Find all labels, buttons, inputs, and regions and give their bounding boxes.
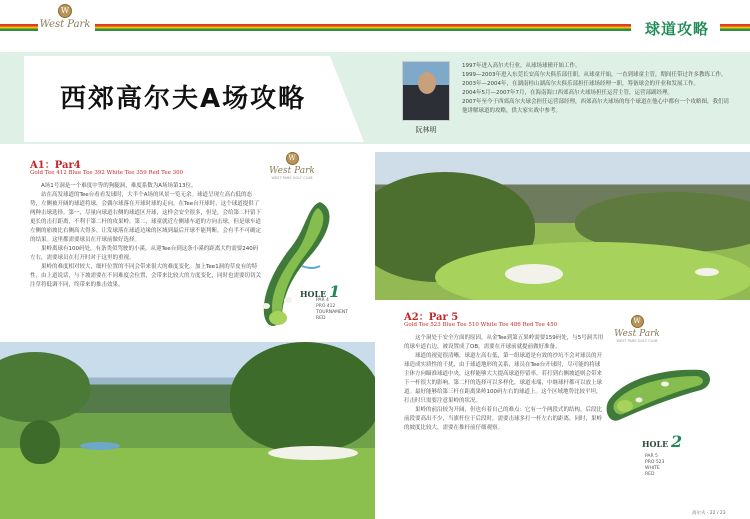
hole-a2-brand: [612, 315, 662, 343]
hole-a1-tees: Gold Tee 412 Blue Tee 392 White Tee 359 Red Tee 300: [30, 170, 184, 176]
bio-line: 2004年5月—2007年7月，在海南海口西郊高尔夫球场担任运营主管，运营部副经理。: [462, 90, 673, 96]
paragraph: 果岭的难度相对较大，细杆位置的不同会带来很大的难度变化。加上Tee1洞的草皮有的特性，由上道说话，与下坡需要在不同难度会位置，会带来比较大的力度变化，同时也需要切切关注草将低调不同，终带来的推击效果。: [30, 264, 262, 288]
author-bio: [462, 62, 732, 116]
brand-tag: WEST PARK GOLF CLUB: [616, 339, 658, 343]
hole-label-text: HOLE: [300, 289, 327, 299]
logo-badge: W: [631, 315, 644, 328]
logo-script: West Park: [39, 19, 91, 30]
hole-a1-brand: [267, 152, 317, 180]
logo-badge: W: [286, 152, 299, 165]
hole-a2-photo: [375, 152, 750, 300]
hole-a2-map: [605, 360, 715, 426]
bio-line: 2007年至今于西郊高尔夫球会担任运营部经理，西郊高尔夫球场的每个球道在他心中都有一个攻略图，我们请他讲解球道的攻略，供大家实战中参考。: [462, 99, 730, 114]
author-name: 阮林明: [415, 126, 437, 134]
hole-number: 2: [671, 432, 683, 451]
paragraph: 球道的视觉很清晰，球道左高右低，第一组球道是有效的沙坑不会对球员的开球造成实质性的干扰，由于球道地形的关系，球员在Tee台开球时，尽可能的将球主体方向瞄准球道中央，这样能够大大提高球道停留率。若打到右侧坡道则会带来下一杆很大的影响。第二杆的选择可以多样化，球道末端，中继球杆都可以放上球道。最好能够给第三杆在距离果岭100码左右的球道上。这个区域地势比较平坦，打击时只需要注意果岭的状况。: [404, 353, 603, 404]
stat: PAR 4: [316, 298, 329, 303]
bio-line: 1999—2003年进入东莞长安高尔夫俱乐部任职，从球童开始，一直到球童主管，期间任带过许多教练工作。: [462, 72, 727, 78]
hole-number: 1: [329, 282, 341, 301]
hole-a2-title: A2：Par 5: [404, 312, 459, 323]
hole-a2-tees: Gold Tee 523 Blue Tee 510 White Tee 486 Red Tee 450: [404, 322, 558, 328]
brand-tag: WEST PARK GOLF CLUB: [271, 176, 313, 180]
header-stripe-left: [0, 24, 38, 31]
bio-line: 2003年—2004年，在湖南桂山湖高尔夫俱乐部担任球场经理一职，筹备球会的开业和发展工作。: [462, 81, 699, 87]
header-stripe-right: [720, 24, 750, 31]
stat: PRO 412: [316, 304, 336, 309]
logo-badge: W: [58, 4, 72, 18]
page-number: 高尔夫 · 22 / 23: [692, 511, 726, 516]
hole-a1-stats: [316, 298, 348, 322]
paragraph: A场1号洞是一个难度中等的狗腿洞，难度系数为A场场第13位。: [41, 183, 197, 189]
bio-line: 1997年进入高尔夫行业，从球场球僮开始工作。: [462, 63, 581, 69]
stat: RED: [316, 316, 326, 321]
hole-a1-title: A1：Par4: [30, 160, 81, 171]
page-title: 西郊高尔夫A场攻略: [60, 84, 307, 114]
author-portrait: [402, 61, 450, 121]
section-tag: 球道攻略: [645, 20, 710, 38]
stat: TOURNAMENT: [316, 310, 348, 315]
stat: PAR 5: [645, 454, 658, 459]
stat: PRO 523: [645, 460, 665, 465]
paragraph: 站在高发球道的Tee台看看发球时，大半个A场的风景一览无余。球道呈现左高右低的态势，左侧被开阔的球道将球，会偶尔球落在开球时球的走向，在Tee台开球时，这个球道提供了两种击球选择。第一，尽量向球道右侧的球道区开球，这样会安全很多，但是，会给第二杆留下更长的击打距离，不利于第二杆的攻果岭。第二，球童就近左侧球车道的方向击球，但是球车道左侧的崩坡比右侧高大得多，让发球落在球道边缘的区域到最后开球不能判断，会有半不可确定的结果。这里都需要球员在开球前做好选择。: [30, 192, 262, 243]
hole-a2-label: [642, 432, 682, 451]
logo-script: West Park: [614, 329, 660, 339]
logo-script: West Park: [269, 166, 315, 176]
header-stripe-middle: [95, 24, 631, 31]
hole-a2-stats: [645, 454, 664, 478]
brand-logo: [38, 4, 92, 38]
hole-a2-text: [404, 334, 604, 433]
stat: RED: [645, 472, 655, 477]
hole-label-text: HOLE: [642, 439, 669, 449]
hole-a1-text: [30, 182, 262, 290]
paragraph: 果岭离球有100码处，有条类似驾驶的小溪，从迎Tee台到这条小溪的距离大约需要240码左右，需要球员在打开时对于这里的重视。: [30, 246, 259, 261]
paragraph: 这个洞处于安全方面的原因，从金Tee到第五果岭需要159码处，与5号洞共用的球车道右边，被设置成了OB，需要在开球前就提前做好准备。: [404, 335, 604, 350]
stat: WHITE: [645, 466, 660, 471]
paragraph: 果岭的前沿较为开阔，但也有着自己的难点：它有一个两段式的结构，后段比前段要高出不少，当旗杆位于后段时，需要击球多打一杆左右的距离。同时，果岭的坡度比较大，需要在推杆前仔细观察。: [404, 407, 603, 431]
hole-a1-photo: [0, 342, 375, 519]
